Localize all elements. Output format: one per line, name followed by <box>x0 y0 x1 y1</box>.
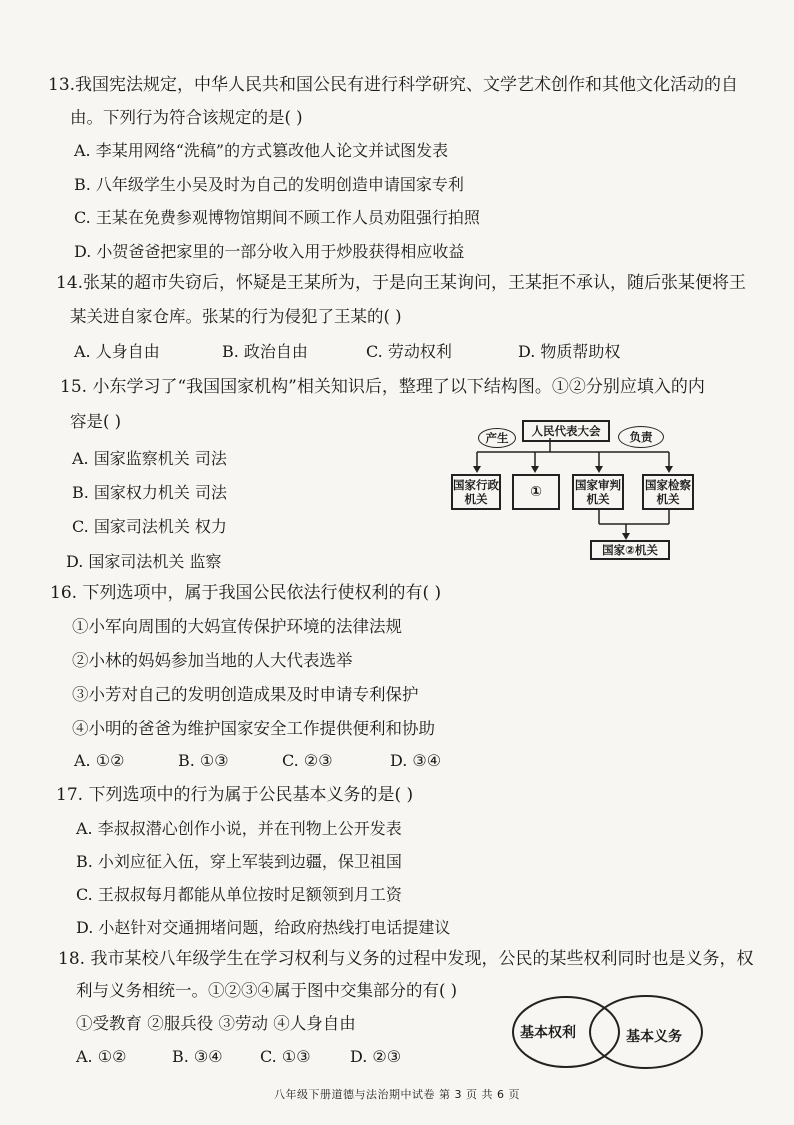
q18-stem-line2: 利与义务相统一。①②③④属于图中交集部分的有( ) <box>76 981 458 1000</box>
q16-item-3: ③小芳对自己的发明创造成果及时申请专利保护 <box>72 685 419 704</box>
q16-option-d: D. ③④ <box>390 751 442 770</box>
page-footer: 八年级下册道德与法治期中试卷 第 3 页 共 6 页 <box>274 1088 520 1101</box>
q14-stem-line2: 某关进自家仓库。张某的行为侵犯了王某的( ) <box>70 307 402 326</box>
blank-1-box: ① <box>512 474 560 510</box>
q15-option-b: B. 国家权力机关 司法 <box>72 483 228 502</box>
peoples-congress-box: 人民代表大会 <box>522 420 610 442</box>
q16-item-4: ④小明的爸爸为维护国家安全工作提供便利和协助 <box>72 719 435 738</box>
q14-option-a: A. 人身自由 <box>74 342 160 361</box>
procuratorate-box: 国家检察机关 <box>642 474 694 510</box>
q14-option-d: D. 物质帮助权 <box>518 342 621 361</box>
responsible-label: 负责 <box>618 426 664 448</box>
venn-duties-label: 基本义务 <box>626 1029 682 1045</box>
q15-stem-line1: 15. 小东学习了“我国国家机构”相关知识后，整理了以下结构图。①②分别应填入的内 <box>60 377 705 397</box>
q18-option-a: A. ①② <box>76 1047 127 1066</box>
q15-option-a: A. 国家监察机关 司法 <box>72 449 227 468</box>
q15-option-d: D. 国家司法机关 监察 <box>66 552 222 571</box>
q16-option-a: A. ①② <box>74 751 125 770</box>
q13-stem-line2: 由。下列行为符合该规定的是( ) <box>70 108 303 127</box>
q13-option-c: C. 王某在免费参观博物馆期间不顾工作人员劝阻强行拍照 <box>74 208 480 227</box>
q14-option-c: C. 劳动权利 <box>366 342 452 361</box>
q15-option-c: C. 国家司法机关 权力 <box>72 517 227 536</box>
venn-rights-label: 基本权利 <box>520 1025 576 1041</box>
q18-option-d: D. ②③ <box>350 1047 402 1066</box>
q17-option-d: D. 小赵针对交通拥堵问题，给政府热线打电话提建议 <box>76 918 451 937</box>
q13-stem-line1: 13.我国宪法规定，中华人民共和国公民有进行科学研究、文学艺术创作和其他文化活动的自 <box>48 75 739 95</box>
q17-option-b: B. 小刘应征入伍，穿上军装到边疆，保卫祖国 <box>76 852 402 871</box>
state-organs-diagram <box>446 416 706 566</box>
q14-stem-line1: 14.张某的超市失窃后，怀疑是王某所为，于是向王某询问，王某拒不承认，随后张某便将王 <box>56 273 747 293</box>
q16-option-b: B. ①③ <box>178 751 229 770</box>
rights-duties-venn <box>510 994 706 1074</box>
q13-option-a: A. 李某用网络“洗稿”的方式篡改他人论文并试图发表 <box>74 141 449 160</box>
blank-2-organ-box: 国家②机关 <box>590 540 670 560</box>
trial-organ-box: 国家审判机关 <box>572 474 624 510</box>
q17-stem: 17. 下列选项中的行为属于公民基本义务的是( ) <box>56 785 414 805</box>
q14-option-b: B. 政治自由 <box>222 342 308 361</box>
q18-option-c: C. ①③ <box>260 1047 311 1066</box>
q18-stem-line1: 18. 我市某校八年级学生在学习权利与义务的过程中发现，公民的某些权利同时也是义务，权 <box>58 949 754 969</box>
q16-stem: 16. 下列选项中，属于我国公民依法行使权利的有( ) <box>50 583 442 603</box>
q16-option-c: C. ②③ <box>282 751 333 770</box>
q13-option-d: D. 小贺爸爸把家里的一部分收入用于炒股获得相应收益 <box>74 242 465 261</box>
q16-item-1: ①小军向周围的大妈宣传保护环境的法律法规 <box>72 617 402 636</box>
q17-option-c: C. 王叔叔每月都能从单位按时足额领到月工资 <box>76 885 402 904</box>
q17-option-a: A. 李叔叔潜心创作小说，并在刊物上公开发表 <box>76 819 402 838</box>
q15-stem-line2: 容是( ) <box>70 412 122 431</box>
q16-item-2: ②小林的妈妈参加当地的人大代表选举 <box>72 651 353 670</box>
q18-items: ①受教育 ②服兵役 ③劳动 ④人身自由 <box>76 1014 356 1033</box>
administrative-organ-box: 国家行政机关 <box>451 474 501 510</box>
q18-option-b: B. ③④ <box>172 1047 223 1066</box>
produce-label: 产生 <box>478 428 516 448</box>
q13-option-b: B. 八年级学生小吴及时为自己的发明创造申请国家专利 <box>74 175 464 194</box>
